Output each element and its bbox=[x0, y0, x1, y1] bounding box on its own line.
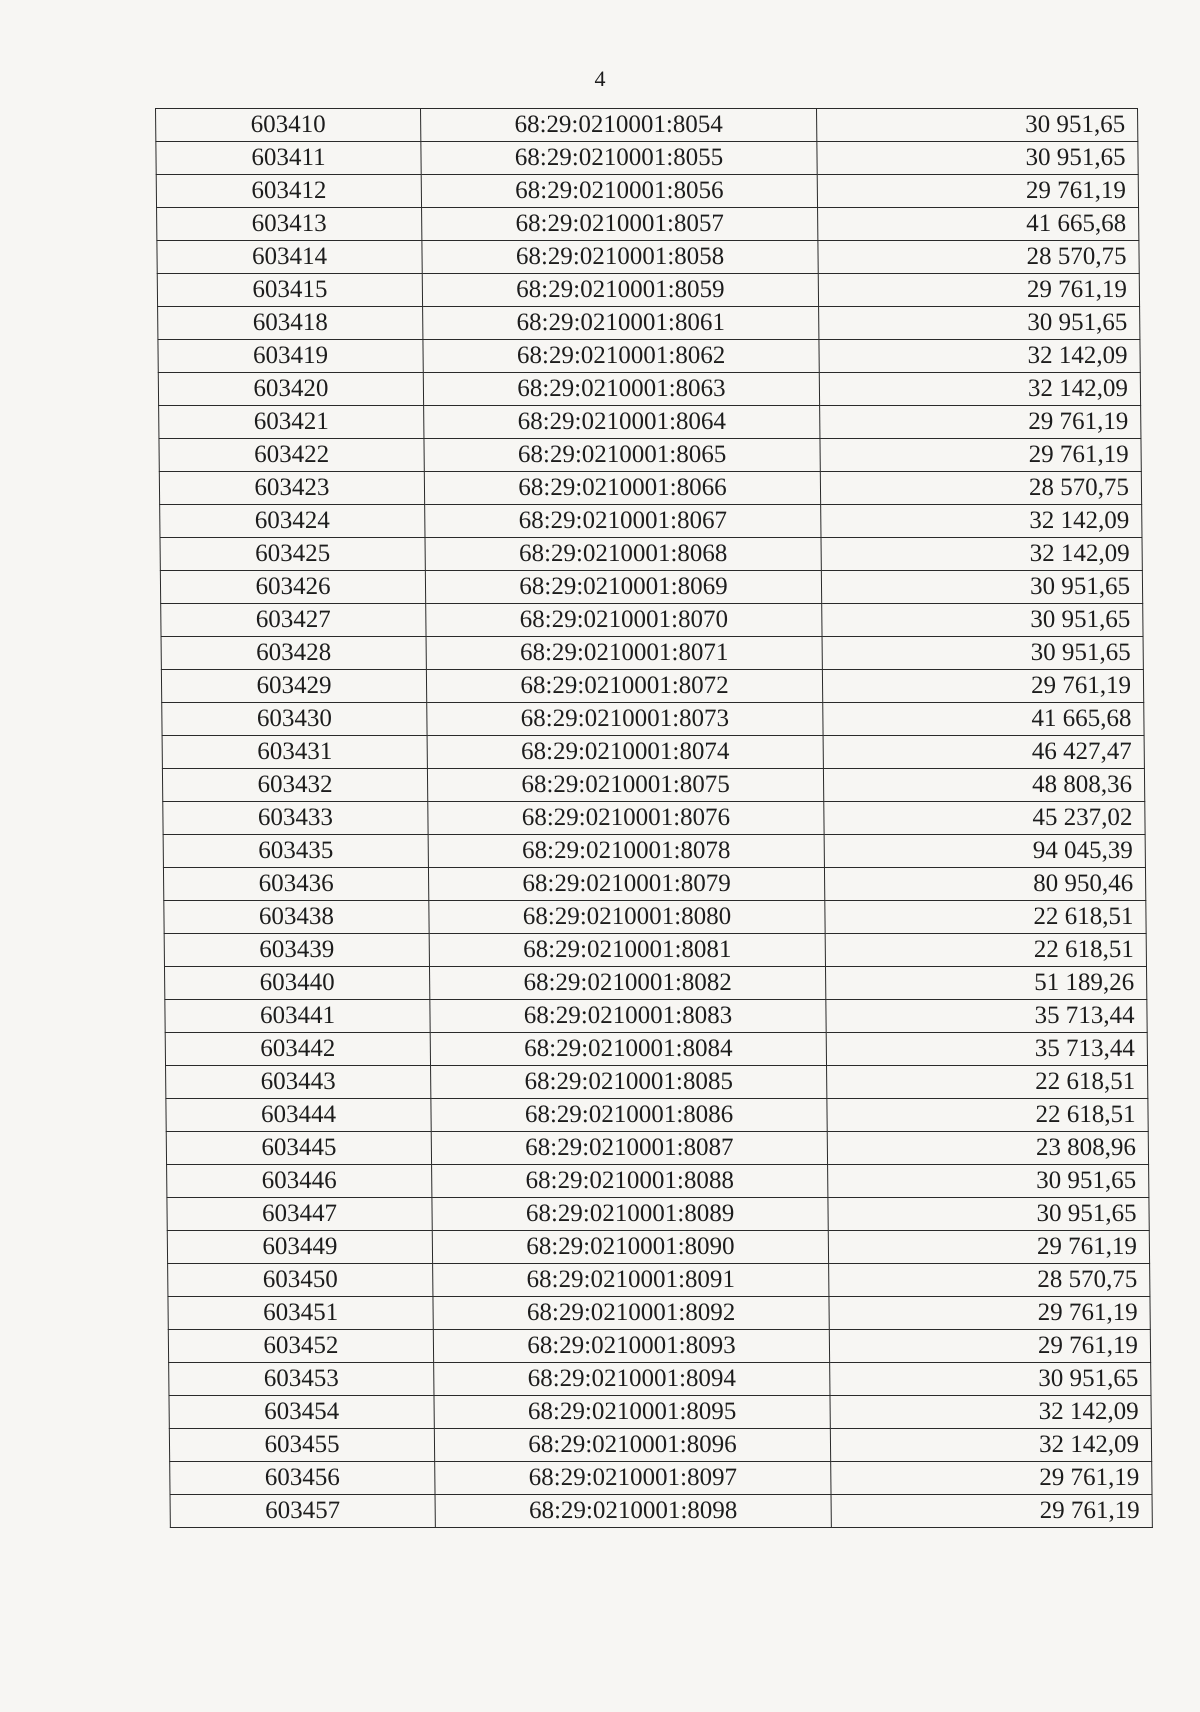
table-row bbox=[162, 703, 1144, 736]
table-row bbox=[163, 868, 1145, 901]
cadastral-number-cell: 68:29:0210001:8085 bbox=[431, 1066, 827, 1099]
table-row bbox=[162, 736, 1144, 769]
record-number-cell: 603438 bbox=[164, 901, 429, 934]
record-number-cell: 603421 bbox=[159, 406, 424, 439]
table-row bbox=[166, 1132, 1148, 1165]
cadastral-number-cell: 68:29:0210001:8063 bbox=[423, 373, 819, 406]
table-row bbox=[159, 472, 1141, 505]
table-row bbox=[160, 571, 1142, 604]
cadastral-number-cell: 68:29:0210001:8089 bbox=[432, 1198, 828, 1231]
record-number-cell: 603425 bbox=[160, 538, 425, 571]
record-number-cell: 603449 bbox=[167, 1231, 432, 1264]
record-number-cell: 603422 bbox=[159, 439, 424, 472]
table-row bbox=[166, 1099, 1148, 1132]
cadastral-number-cell: 68:29:0210001:8078 bbox=[428, 835, 824, 868]
table-row bbox=[163, 835, 1145, 868]
cadastral-number-cell: 68:29:0210001:8059 bbox=[422, 274, 818, 307]
table-row bbox=[158, 373, 1140, 406]
value-cell: 28 570,75 bbox=[818, 241, 1139, 274]
record-number-cell: 603457 bbox=[170, 1495, 435, 1528]
cadastral-number-cell: 68:29:0210001:8093 bbox=[433, 1330, 829, 1363]
data-table bbox=[155, 108, 1153, 1528]
cadastral-number-cell: 68:29:0210001:8079 bbox=[428, 868, 824, 901]
cadastral-number-cell: 68:29:0210001:8069 bbox=[425, 571, 821, 604]
table-row bbox=[156, 142, 1138, 175]
value-cell: 32 142,09 bbox=[821, 538, 1142, 571]
value-cell: 94 045,39 bbox=[824, 835, 1145, 868]
table-row bbox=[169, 1363, 1151, 1396]
record-number-cell: 603455 bbox=[169, 1429, 434, 1462]
table-row bbox=[159, 439, 1141, 472]
cadastral-number-cell: 68:29:0210001:8066 bbox=[424, 472, 820, 505]
page-number: 4 bbox=[594, 66, 606, 91]
table-row bbox=[167, 1231, 1149, 1264]
record-number-cell: 603454 bbox=[169, 1396, 434, 1429]
table-row bbox=[157, 274, 1139, 307]
table-row bbox=[163, 802, 1145, 835]
record-number-cell: 603441 bbox=[165, 1000, 430, 1033]
table-row bbox=[161, 604, 1143, 637]
cadastral-number-cell: 68:29:0210001:8056 bbox=[421, 175, 817, 208]
cadastral-number-cell: 68:29:0210001:8075 bbox=[427, 769, 823, 802]
value-cell: 22 618,51 bbox=[827, 1099, 1148, 1132]
cadastral-number-cell: 68:29:0210001:8054 bbox=[421, 109, 817, 142]
cadastral-number-cell: 68:29:0210001:8071 bbox=[426, 637, 822, 670]
cadastral-number-cell: 68:29:0210001:8088 bbox=[432, 1165, 828, 1198]
value-cell: 35 713,44 bbox=[826, 1000, 1147, 1033]
table-row bbox=[156, 175, 1138, 208]
record-number-cell: 603424 bbox=[160, 505, 425, 538]
table-row bbox=[168, 1330, 1150, 1363]
record-number-cell: 603410 bbox=[156, 109, 421, 142]
value-cell: 30 951,65 bbox=[822, 604, 1143, 637]
cadastral-number-cell: 68:29:0210001:8097 bbox=[435, 1462, 831, 1495]
value-cell: 30 951,65 bbox=[828, 1198, 1149, 1231]
value-cell: 22 618,51 bbox=[825, 901, 1146, 934]
record-number-cell: 603452 bbox=[168, 1330, 433, 1363]
record-number-cell: 603419 bbox=[158, 340, 423, 373]
value-cell: 30 951,65 bbox=[817, 142, 1138, 175]
cadastral-number-cell: 68:29:0210001:8091 bbox=[433, 1264, 829, 1297]
value-cell: 28 570,75 bbox=[829, 1264, 1150, 1297]
value-cell: 30 951,65 bbox=[819, 307, 1140, 340]
table-row bbox=[157, 208, 1139, 241]
value-cell: 30 951,65 bbox=[828, 1165, 1149, 1198]
table-row bbox=[170, 1495, 1152, 1528]
table-row bbox=[164, 934, 1146, 967]
cadastral-number-cell: 68:29:0210001:8067 bbox=[425, 505, 821, 538]
record-number-cell: 603442 bbox=[165, 1033, 430, 1066]
value-cell: 32 142,09 bbox=[819, 373, 1140, 406]
record-number-cell: 603443 bbox=[166, 1066, 431, 1099]
table-row bbox=[167, 1165, 1149, 1198]
table-row bbox=[160, 538, 1142, 571]
record-number-cell: 603412 bbox=[156, 175, 421, 208]
record-number-cell: 603426 bbox=[160, 571, 425, 604]
record-number-cell: 603414 bbox=[157, 241, 422, 274]
value-cell: 28 570,75 bbox=[820, 472, 1141, 505]
value-cell: 45 237,02 bbox=[824, 802, 1145, 835]
record-number-cell: 603451 bbox=[168, 1297, 433, 1330]
cadastral-number-cell: 68:29:0210001:8058 bbox=[422, 241, 818, 274]
value-cell: 22 618,51 bbox=[827, 1066, 1148, 1099]
value-cell: 41 665,68 bbox=[823, 703, 1144, 736]
table-row bbox=[165, 1000, 1147, 1033]
cadastral-number-cell: 68:29:0210001:8061 bbox=[423, 307, 819, 340]
value-cell: 29 761,19 bbox=[820, 406, 1141, 439]
record-number-cell: 603440 bbox=[164, 967, 429, 1000]
table-row bbox=[170, 1462, 1152, 1495]
record-number-cell: 603413 bbox=[157, 208, 422, 241]
record-number-cell: 603447 bbox=[167, 1198, 432, 1231]
table-row bbox=[168, 1297, 1150, 1330]
value-cell: 80 950,46 bbox=[824, 868, 1145, 901]
value-cell: 22 618,51 bbox=[825, 934, 1146, 967]
data-table-container bbox=[155, 108, 1153, 1528]
value-cell: 32 142,09 bbox=[821, 505, 1142, 538]
record-number-cell: 603428 bbox=[161, 637, 426, 670]
record-number-cell: 603446 bbox=[167, 1165, 432, 1198]
value-cell: 29 761,19 bbox=[829, 1297, 1150, 1330]
table-row bbox=[161, 637, 1143, 670]
cadastral-number-cell: 68:29:0210001:8057 bbox=[422, 208, 818, 241]
cadastral-number-cell: 68:29:0210001:8076 bbox=[428, 802, 824, 835]
record-number-cell: 603431 bbox=[162, 736, 427, 769]
cadastral-number-cell: 68:29:0210001:8090 bbox=[432, 1231, 828, 1264]
record-number-cell: 603436 bbox=[163, 868, 428, 901]
record-number-cell: 603445 bbox=[166, 1132, 431, 1165]
cadastral-number-cell: 68:29:0210001:8064 bbox=[424, 406, 820, 439]
cadastral-number-cell: 68:29:0210001:8094 bbox=[434, 1363, 830, 1396]
cadastral-number-cell: 68:29:0210001:8073 bbox=[427, 703, 823, 736]
record-number-cell: 603427 bbox=[161, 604, 426, 637]
cadastral-number-cell: 68:29:0210001:8084 bbox=[430, 1033, 826, 1066]
record-number-cell: 603418 bbox=[158, 307, 423, 340]
table-row bbox=[162, 769, 1144, 802]
table-row bbox=[159, 406, 1141, 439]
value-cell: 29 761,19 bbox=[817, 175, 1138, 208]
table-row bbox=[160, 505, 1142, 538]
value-cell: 29 761,19 bbox=[831, 1495, 1152, 1528]
record-number-cell: 603435 bbox=[163, 835, 428, 868]
record-number-cell: 603439 bbox=[164, 934, 429, 967]
record-number-cell: 603411 bbox=[156, 142, 421, 175]
cadastral-number-cell: 68:29:0210001:8086 bbox=[431, 1099, 827, 1132]
value-cell: 23 808,96 bbox=[827, 1132, 1148, 1165]
cadastral-number-cell: 68:29:0210001:8055 bbox=[421, 142, 817, 175]
value-cell: 30 951,65 bbox=[830, 1363, 1151, 1396]
cadastral-number-cell: 68:29:0210001:8080 bbox=[429, 901, 825, 934]
record-number-cell: 603453 bbox=[169, 1363, 434, 1396]
record-number-cell: 603415 bbox=[157, 274, 422, 307]
cadastral-number-cell: 68:29:0210001:8081 bbox=[429, 934, 825, 967]
value-cell: 32 142,09 bbox=[819, 340, 1140, 373]
value-cell: 32 142,09 bbox=[830, 1429, 1151, 1462]
record-number-cell: 603433 bbox=[163, 802, 428, 835]
value-cell: 29 761,19 bbox=[818, 274, 1139, 307]
table-row bbox=[161, 670, 1143, 703]
table-row bbox=[156, 109, 1138, 142]
value-cell: 29 761,19 bbox=[822, 670, 1143, 703]
table-row bbox=[158, 307, 1140, 340]
value-cell: 30 951,65 bbox=[817, 109, 1138, 142]
record-number-cell: 603456 bbox=[170, 1462, 435, 1495]
value-cell: 41 665,68 bbox=[818, 208, 1139, 241]
value-cell: 29 761,19 bbox=[829, 1330, 1150, 1363]
cadastral-number-cell: 68:29:0210001:8074 bbox=[427, 736, 823, 769]
record-number-cell: 603432 bbox=[162, 769, 427, 802]
table-body bbox=[156, 109, 1153, 1528]
table-row bbox=[169, 1429, 1151, 1462]
value-cell: 29 761,19 bbox=[828, 1231, 1149, 1264]
cadastral-number-cell: 68:29:0210001:8083 bbox=[430, 1000, 826, 1033]
record-number-cell: 603420 bbox=[158, 373, 423, 406]
cadastral-number-cell: 68:29:0210001:8072 bbox=[426, 670, 822, 703]
cadastral-number-cell: 68:29:0210001:8068 bbox=[425, 538, 821, 571]
record-number-cell: 603429 bbox=[161, 670, 426, 703]
value-cell: 29 761,19 bbox=[831, 1462, 1152, 1495]
table-row bbox=[164, 967, 1146, 1000]
value-cell: 30 951,65 bbox=[822, 637, 1143, 670]
table-row bbox=[167, 1198, 1149, 1231]
cadastral-number-cell: 68:29:0210001:8070 bbox=[426, 604, 822, 637]
cadastral-number-cell: 68:29:0210001:8065 bbox=[424, 439, 820, 472]
record-number-cell: 603450 bbox=[168, 1264, 433, 1297]
cadastral-number-cell: 68:29:0210001:8087 bbox=[431, 1132, 827, 1165]
table-row bbox=[168, 1264, 1150, 1297]
record-number-cell: 603423 bbox=[159, 472, 424, 505]
value-cell: 29 761,19 bbox=[820, 439, 1141, 472]
cadastral-number-cell: 68:29:0210001:8062 bbox=[423, 340, 819, 373]
value-cell: 30 951,65 bbox=[821, 571, 1142, 604]
record-number-cell: 603444 bbox=[166, 1099, 431, 1132]
value-cell: 51 189,26 bbox=[825, 967, 1146, 1000]
table-row bbox=[169, 1396, 1151, 1429]
table-row bbox=[164, 901, 1146, 934]
record-number-cell: 603430 bbox=[162, 703, 427, 736]
cadastral-number-cell: 68:29:0210001:8095 bbox=[434, 1396, 830, 1429]
value-cell: 32 142,09 bbox=[830, 1396, 1151, 1429]
cadastral-number-cell: 68:29:0210001:8082 bbox=[429, 967, 825, 1000]
table-row bbox=[158, 340, 1140, 373]
table-row bbox=[165, 1033, 1147, 1066]
cadastral-number-cell: 68:29:0210001:8096 bbox=[434, 1429, 830, 1462]
cadastral-number-cell: 68:29:0210001:8092 bbox=[433, 1297, 829, 1330]
table-row bbox=[166, 1066, 1148, 1099]
value-cell: 46 427,47 bbox=[823, 736, 1144, 769]
value-cell: 48 808,36 bbox=[823, 769, 1144, 802]
value-cell: 35 713,44 bbox=[826, 1033, 1147, 1066]
cadastral-number-cell: 68:29:0210001:8098 bbox=[435, 1495, 831, 1528]
table-row bbox=[157, 241, 1139, 274]
